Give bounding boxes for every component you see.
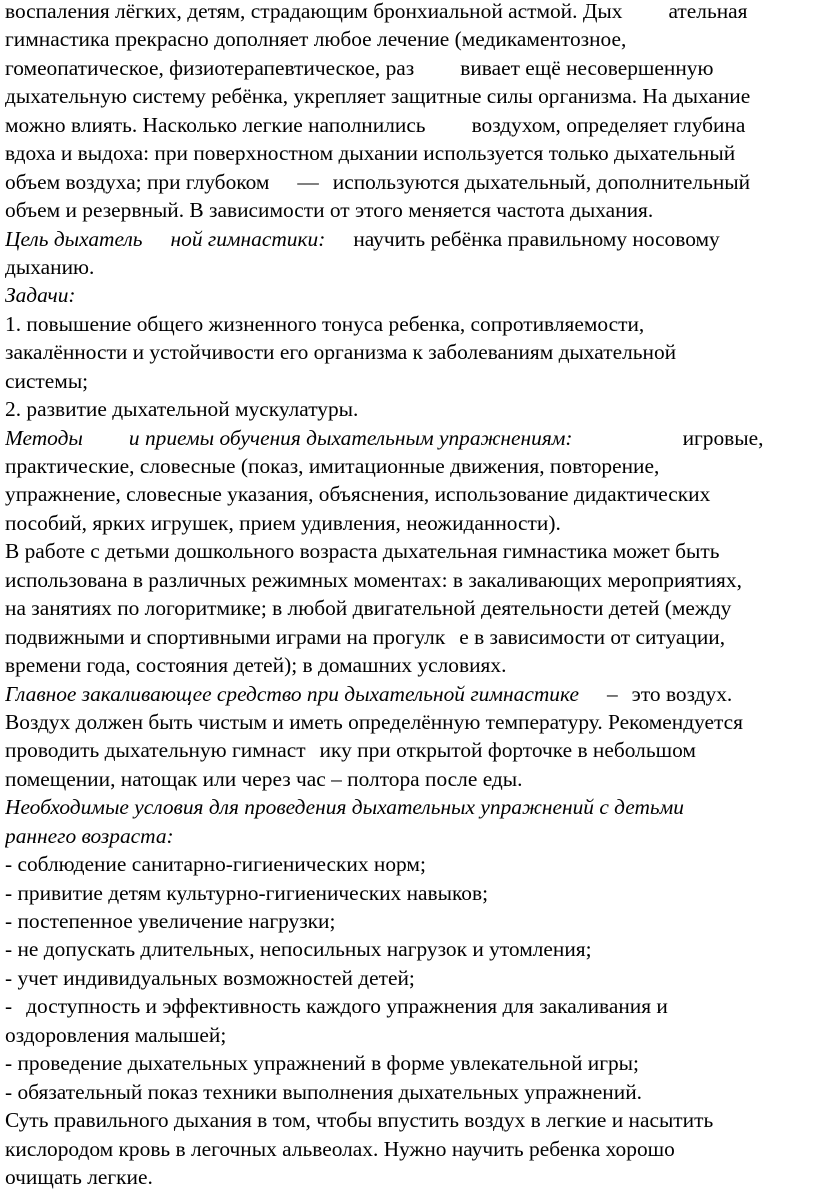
italic-segment: Методы <box>5 425 83 450</box>
text-line <box>5 623 816 651</box>
list-item: - учет индивидуальных возможностей детей; <box>5 965 415 990</box>
text-segment: 1. повышение общего жизненного тонуса ребенка, сопротивляемости, <box>5 311 645 336</box>
text-segment: вивает ещё несовершенную <box>460 55 714 80</box>
text-segment: – <box>606 681 618 706</box>
list-item: - не допускать длительных, непосильных нагрузок и утомления; <box>5 937 592 962</box>
text-segment: е в зависимости от ситуации, <box>459 624 726 649</box>
text-segment: воспаления лёгких, детям, страдающим бронхиальной астмой. Дых <box>5 0 623 23</box>
list-item: - обязательный показ техники выполнения дыхательных упражнений. <box>5 1079 642 1104</box>
text-line <box>5 594 816 622</box>
text-segment: подвижными и спортивными играми на прогулк <box>5 624 446 649</box>
text-segment: В работе с детьми дошкольного возраста дыхательная гимнастика может быть <box>5 539 720 564</box>
text-segment: объем и резервный. В зависимости от этого меняется частота дыхания. <box>5 198 654 223</box>
text-segment: дыханию. <box>5 254 95 279</box>
list-item-dash: - <box>5 994 13 1019</box>
list-item: - привитие детям культурно-гигиенических навыков; <box>5 880 489 905</box>
italic-segment: и приемы обучения дыхательным упражнениям: <box>128 425 573 450</box>
text-segment: на занятиях по логоритмике; в любой двигательной деятельности детей (между <box>5 596 732 621</box>
text-line <box>5 822 816 850</box>
text-segment: системы; <box>5 368 89 393</box>
text-segment: использована в различных режимных моментах: в закаливающих мероприятиях, <box>5 567 742 592</box>
text-line <box>5 139 816 167</box>
text-segment: можно влиять. Насколько легкие наполнились <box>5 112 426 137</box>
italic-heading: раннего возраста: <box>5 823 174 848</box>
text-line <box>5 54 816 82</box>
text-segment: 2. развитие дыхательной мускулатуры. <box>5 397 359 422</box>
text-segment: ику при открытой форточке в небольшом <box>319 738 696 763</box>
text-segment: — <box>297 169 319 194</box>
text-line <box>5 1021 816 1049</box>
text-line <box>5 367 816 395</box>
document-page <box>5 0 816 1191</box>
italic-segment: ной гимнастики: <box>170 226 326 251</box>
text-line <box>5 424 816 452</box>
text-segment: Суть правильного дыхания в том, чтобы впустить воздух в легкие и насытить <box>5 1108 714 1133</box>
text-line <box>5 253 816 281</box>
text-segment: ательная <box>668 0 748 23</box>
text-line <box>5 0 816 25</box>
text-segment: дыхательную систему ребёнка, укрепляет защитные силы организма. На дыхание <box>5 84 751 109</box>
list-item: - постепенное увеличение нагрузки; <box>5 909 336 933</box>
list-item: доступность и эффективность каждого упражнения для закаливания и <box>26 994 668 1019</box>
text-line <box>5 708 816 736</box>
text-line <box>5 338 816 366</box>
text-line <box>5 680 816 708</box>
italic-segment: Цель дыхатель <box>5 226 143 251</box>
text-line <box>5 111 816 139</box>
text-line <box>5 736 816 764</box>
text-segment: помещении, натощак или через час – полтора после еды. <box>5 766 523 791</box>
text-line <box>5 765 816 793</box>
text-line <box>5 1135 816 1163</box>
text-line <box>5 537 816 565</box>
text-segment: закалённости и устойчивости его организма к заболеваниям дыхательной <box>5 340 677 365</box>
text-segment: научить ребёнка правильному носовому <box>353 226 720 251</box>
text-line <box>5 452 816 480</box>
text-segment: пособий, ярких игрушек, прием удивления, неожиданности). <box>5 510 561 535</box>
text-line <box>5 25 816 53</box>
text-line <box>5 82 816 110</box>
text-line <box>5 1163 816 1191</box>
text-segment: вдоха и выдоха: при поверхностном дыхании используется только дыхательный <box>5 141 736 166</box>
text-segment: оздоровления малышей; <box>5 1022 227 1047</box>
text-segment: времени года, состояния детей); в домашних условиях. <box>5 653 507 678</box>
text-line <box>5 879 816 907</box>
text-line <box>5 1078 816 1106</box>
text-line <box>5 281 816 309</box>
text-line <box>5 1106 816 1134</box>
text-line <box>5 907 816 935</box>
text-line <box>5 964 816 992</box>
list-item: - соблюдение санитарно-гигиенических норм; <box>5 852 426 877</box>
text-segment: кислородом кровь в легочных альвеолах. Нужно научить ребенка хорошо <box>5 1136 675 1161</box>
text-line <box>5 225 816 253</box>
text-segment: воздухом, определяет глубина <box>471 112 746 137</box>
text-line <box>5 566 816 594</box>
text-line <box>5 509 816 537</box>
text-line <box>5 1049 816 1077</box>
text-line <box>5 935 816 963</box>
text-line <box>5 310 816 338</box>
text-segment: практические, словесные (показ, имитационные движения, повторение, <box>5 454 660 478</box>
text-segment: это воздух. <box>631 681 733 706</box>
text-segment: гомеопатическое, физиотерапевтическое, раз <box>5 55 415 80</box>
italic-heading: Задачи: <box>5 283 76 308</box>
text-segment: Воздух должен быть чистым и иметь определённую температуру. Рекомендуется <box>5 709 743 734</box>
text-segment: используются дыхательный, дополнительный <box>332 169 751 194</box>
text-segment: объем воздуха; при глубоком <box>5 169 270 194</box>
text-line <box>5 196 816 224</box>
text-segment: очищать легкие. <box>5 1164 153 1189</box>
text-line <box>5 395 816 423</box>
text-segment: упражнение, словесные указания, объяснения, использование дидактических <box>5 482 711 507</box>
text-line <box>5 168 816 196</box>
text-segment: проводить дыхательную гимнаст <box>5 738 306 763</box>
text-line <box>5 480 816 508</box>
italic-heading: Необходимые условия для проведения дыхательных упражнений с детьми <box>5 795 684 820</box>
text-line <box>5 793 816 821</box>
text-line <box>5 850 816 878</box>
text-line <box>5 651 816 679</box>
text-segment: гимнастика прекрасно дополняет любое лечение (медикаментозное, <box>5 27 627 52</box>
text-line <box>5 992 816 1020</box>
italic-segment: Главное закаливающее средство при дыхательной гимнастике <box>5 681 579 706</box>
text-segment: игровые, <box>682 425 764 450</box>
list-item: - проведение дыхательных упражнений в форме увлекательной игры; <box>5 1051 639 1076</box>
